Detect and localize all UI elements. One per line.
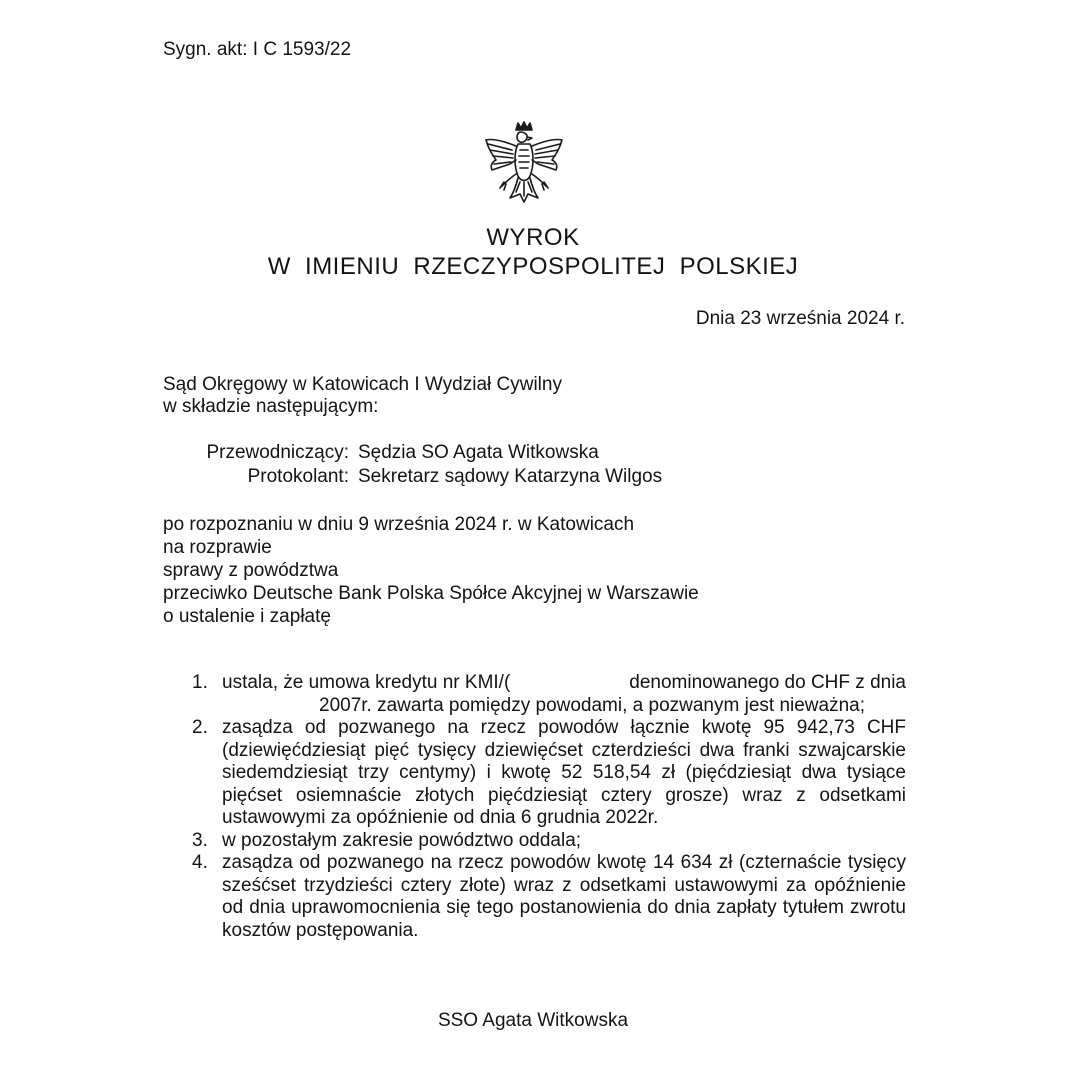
intro-line: na rozprawie — [163, 537, 272, 558]
intro-line: po rozpoznaniu w dniu 9 września 2024 r. w Katowicach — [163, 514, 635, 535]
ruling-text: zasądza od pozwanego na rzecz powodów kwotę 14 634 zł (czternaście tysięcy sześćset trzydzieści cztery złote) wraz z odsetkami ustawowymi za opóźnienie od dnia uprawomocnienia się tego postanowienia do dnia zapłaty tytułem zwrotu kosztów postępowania. — [222, 852, 906, 941]
ruling-text-part: denominowanego do CHF z dnia — [629, 672, 906, 693]
clerk-label: Protokolant: — [247, 466, 349, 487]
ruling-text — [222, 672, 906, 717]
ruling-item — [186, 852, 906, 942]
ruling-number: 3. — [192, 829, 208, 851]
polish-eagle-emblem-icon — [480, 120, 568, 214]
intro-line: sprawy z powództwa — [163, 560, 339, 581]
ruling-item — [186, 672, 906, 717]
chair-value: Sędzia SO Agata Witkowska — [358, 442, 599, 463]
ruling-text: zasądza od pozwanego na rzecz powodów łącznie kwotę 95 942,73 CHF (dziewięćdziesiąt pięć tysięcy dziewięćset czterdzieści dwa franki szwajcarskie siedemdziesiąt trzy centymy) i kwotę 52 518,54 zł (pięćdziesiąt dwa tysiące pięćset osiemnaście złotych pięćdziesiąt cztery grosze) wraz z odsetkami ustawowymi za opóźnienie od dnia 6 grudnia 2022r. — [222, 717, 906, 828]
intro-line: o ustalenie i zapłatę — [163, 606, 331, 627]
document-subtitle: W IMIENIU RZECZYPOSPOLITEJ POLSKIEJ — [267, 253, 799, 280]
ruling-text-part: ustala, że umowa kredytu nr KMI/( — [222, 672, 511, 693]
panel-composition-heading: w składzie następującym: — [163, 396, 379, 417]
court-name: Sąd Okręgowy w Katowicach I Wydział Cywilny — [163, 374, 562, 395]
document-title: WYROK — [486, 224, 580, 251]
ruling-number: 1. — [192, 672, 208, 693]
ruling-text-part: 2007r. zawarta pomiędzy powodami, a pozwanym jest nieważna; — [319, 694, 866, 716]
ruling-line — [222, 672, 906, 695]
ruling-item — [186, 717, 906, 830]
ruling-number: 2. — [192, 717, 208, 738]
ruling-number: 4. — [192, 852, 208, 873]
ruling-item — [186, 830, 906, 853]
ruling-text: w pozostałym zakresie powództwo oddala; — [222, 829, 582, 851]
rulings-list — [186, 672, 906, 942]
judgment-date: Dnia 23 września 2024 r. — [695, 308, 905, 329]
case-number: Sygn. akt: I C 1593/22 — [163, 39, 352, 60]
clerk-value: Sekretarz sądowy Katarzyna Wilgos — [358, 466, 663, 487]
intro-line: przeciwko Deutsche Bank Polska Spółce Akcyjnej w Warszawie — [163, 583, 699, 604]
chair-label: Przewodniczący: — [206, 442, 349, 463]
judge-signature: SSO Agata Witkowska — [437, 1010, 629, 1031]
